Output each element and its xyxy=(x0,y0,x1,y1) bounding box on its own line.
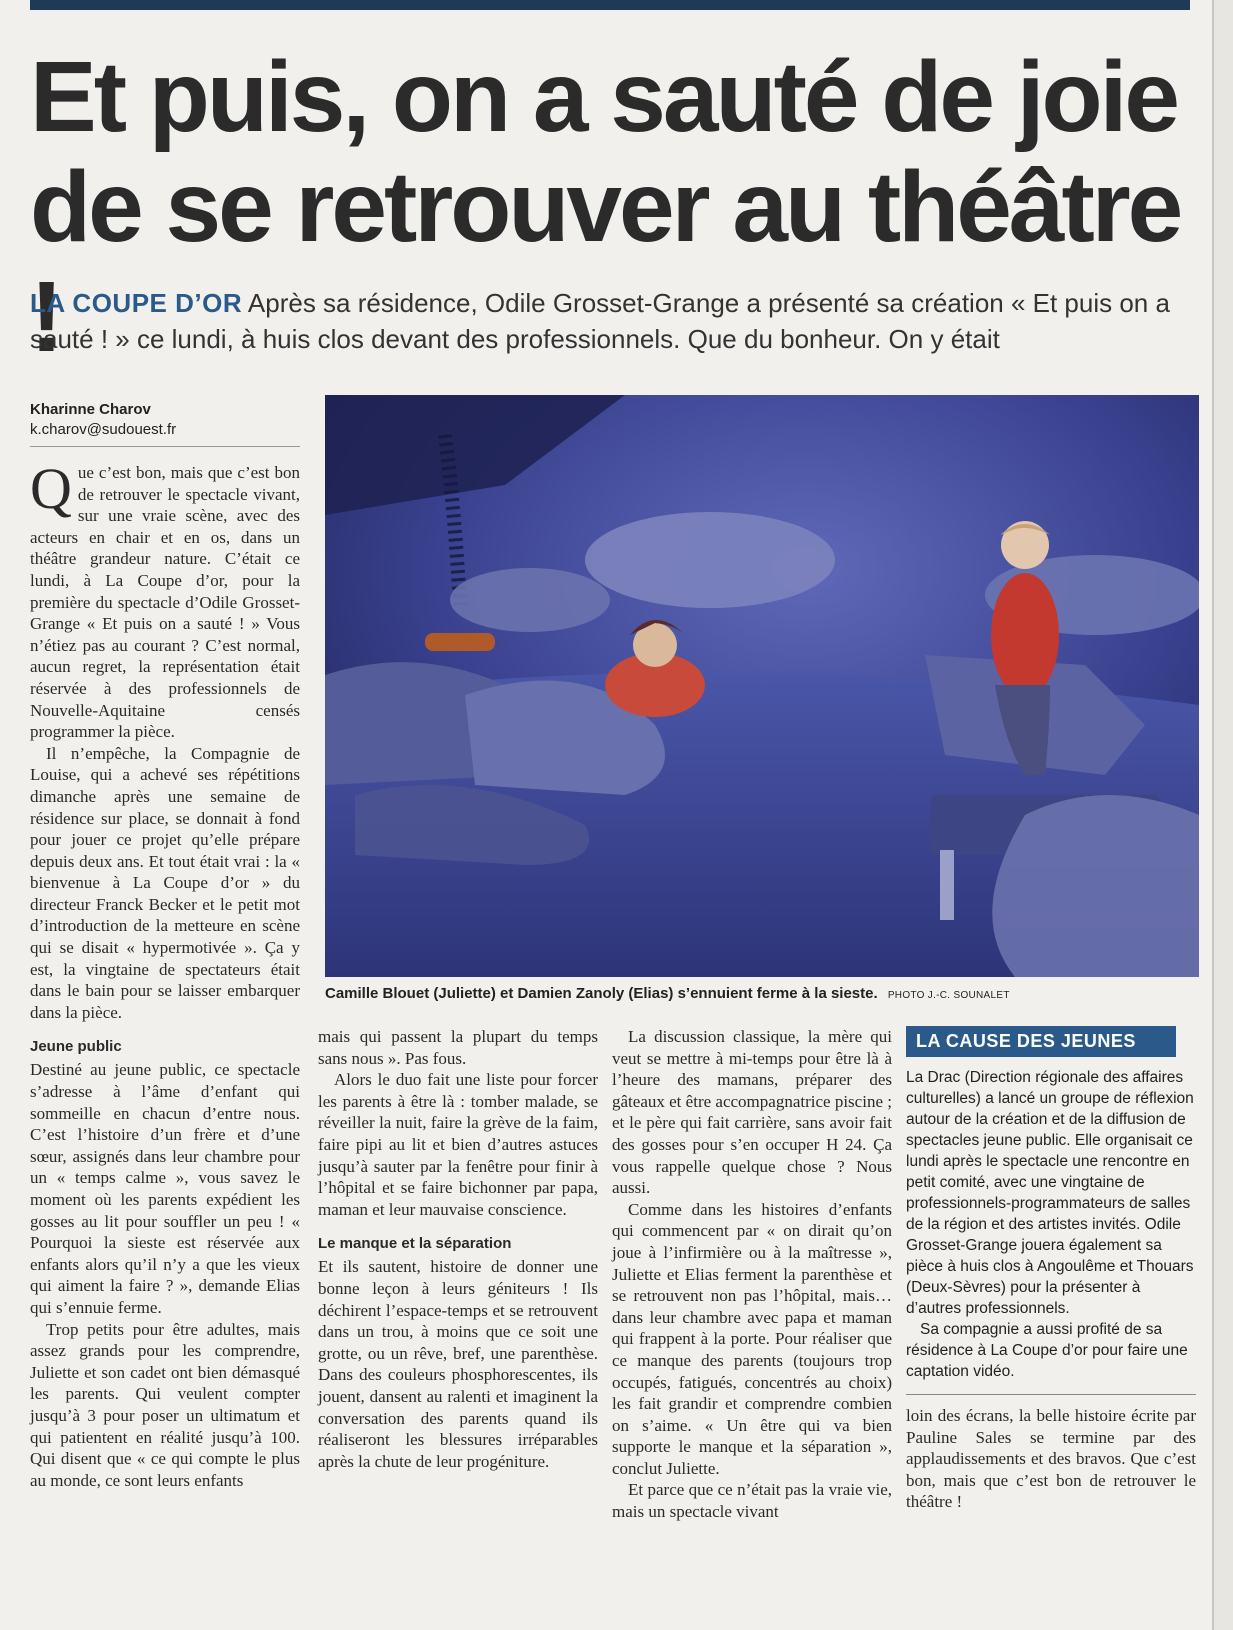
dropcap: Q xyxy=(30,456,72,521)
sidebar-body xyxy=(906,1067,1196,1382)
author-email: k.charov@sudouest.fr xyxy=(30,421,177,438)
masthead-bar xyxy=(30,0,1190,10)
article-column-2 xyxy=(318,1026,598,1472)
photo-caption xyxy=(325,985,1205,1002)
stage-photo xyxy=(325,395,1199,977)
sidebar-paragraph: La Drac (Direction régionale des affaires culturelles) a lancé un groupe de réflexion autour de la création et de la diffusion de spectacles jeune public. Elle organisait ce lundi après le spectacle une rencontre en petit comité, avec une vingtaine de professionnels-programmateurs de salles de la région et des artistes invités. Odile Grosset-Grange jouera également sa pièce à huis clos à Angoulême et Thouars (Deux-Sèvres) pour la présenter à d’autres professionnels. xyxy=(906,1069,1194,1317)
kicker-text: Après sa résidence, Odile Grosset-Grange a présenté sa création « Et puis on a sauté ! » ce lundi, à huis clos devant des professionnels. Que du bonheur. On y était xyxy=(30,288,1170,354)
adjacent-article-strip xyxy=(1212,0,1233,1630)
article-paragraph: Alors le duo fait une liste pour forcer les parents à être là : tomber malade, se réveiller la nuit, faire la grève de la faim, faire pipi au lit et bien d’autres astuces jusqu’à sauter par la fenêtre pour finir à l’hôpital et se faire bichonner par papa, maman et leur mauvaise conscience. xyxy=(318,1070,598,1219)
author-name: Kharinne Charov xyxy=(30,401,151,418)
photo-credit: PHOTO J.-C. SOUNALET xyxy=(887,990,1010,1001)
kicker-label: LA COUPE D’OR xyxy=(30,288,243,318)
article-column-1 xyxy=(30,456,300,1491)
article-paragraph: mais qui passent la plupart du temps sans nous ». Pas fous. xyxy=(318,1027,598,1068)
sidebar-box xyxy=(906,1026,1196,1513)
article-paragraph: Et ils sautent, histoire de donner une bonne leçon à leurs géniteurs ! Ils déchirent l’espace-temps et se retrouvent dans un trou, à moins que ce soit une grotte, ou un rêve, bref, une parenthèse. Dans des couleurs phosphorescentes, ils jouent, dansent au ralenti et imaginent la conversation des parents quand ils réaliseront les blessures irréparables après la chute de leur progéniture. xyxy=(318,1257,598,1471)
divider xyxy=(906,1394,1196,1395)
subheading-jeune-public: Jeune public xyxy=(30,1038,122,1056)
sidebar-title: LA CAUSE DES JEUNES xyxy=(906,1026,1176,1057)
subheading-manque-separation: Le manque et la séparation xyxy=(318,1235,512,1253)
stage-photo-illustration xyxy=(325,395,1199,977)
headline: Et puis, on a sauté de joie de se retrouver au théâtre ! xyxy=(30,41,1181,373)
article-paragraph xyxy=(30,456,300,743)
article-paragraph: Comme dans les histoires d’enfants qui commencent par « on dirait qu’on joue à l’infirmière ou à la maîtresse », Juliette et Elias ferment la parenthèse et se retrouvent non pas l’hôpital, mais… dans leur chambre avec papa et maman qui frappent à la porte. Pour réaliser que ce manque des parents (toujours trop occupés, fatigués, concentrés au choix) les fait grandir et comprendre combien on s’aime. « Un être qui va bien supporte le manque et la séparation », conclut Juliette. xyxy=(612,1199,892,1478)
article-paragraph: Trop petits pour être adultes, mais assez grands pour les comprendre, Juliette et son cadet ont bien démasqué les parents. Qui veulent compter jusqu’à 3 pour poser un ultimatum et qui patientent en réalité jusqu’à 100. Qui disent que « ce qui compte le plus au monde, ce sont leurs enfants xyxy=(30,1319,300,1490)
caption-text: Camille Blouet (Juliette) et Damien Zanoly (Elias) s’ennuient ferme à la sieste. xyxy=(325,985,878,1002)
article-paragraph: Destiné au jeune public, ce spectacle s’adresse à l’âme d’enfant qui sommeille en chacun d’entre nous. C’est l’histoire d’un frère et d’une sœur, assignés dans leur chambre pour un « temps calme », vous savez le moment où les parents expédient les gosses au lit pour souffler un peu ! « Pourquoi la sieste est réservée aux enfants alors qu’il n’y a que les vieux qui aiment la faire ? », demande Elias qui s’ennuie ferme. xyxy=(30,1060,300,1317)
article-column-3 xyxy=(612,1026,892,1523)
article-paragraph: Il n’empêche, la Compagnie de Louise, qui a achevé ses répétitions dimanche après une semaine de résidence sur place, se donnait à fond pour jouer ce projet qu’elle prépare depuis deux ans. Et tout était vrai : la « bienvenue à La Coupe d’or » du directeur Franck Becker et le petit mot d’introduction de la metteure en scène qui se disait « hypermotivée ». Ça y est, la vingtaine de spectateurs était dans le bain pour se laisser embarquer dans la pièce. xyxy=(30,743,300,1022)
article-ending: loin des écrans, la belle histoire écrite par Pauline Sales se termine par des applaudissements et des bravos. Que c’est bon, mais que c’est bon de retrouver le théâtre ! xyxy=(906,1406,1196,1512)
paragraph-text: ue c’est bon, mais que c’est bon de retrouver le spectacle vivant, sur une vraie scène, avec des acteurs en chair et en os, dans un théâtre grandeur nature. C’était ce lundi, à La Coupe d’or, pour la première du spectacle d’Odile Grosset-Grange « Et puis on a sauté ! » Vous n’étiez pas au courant ? C’est normal, aucun regret, la représentation était réservée à des professionnels de Nouvelle-Aquitaine censés programmer la pièce. xyxy=(30,463,300,742)
sidebar-paragraph: Sa compagnie a aussi profité de sa résidence à La Coupe d’or pour faire une captation vidéo. xyxy=(906,1321,1188,1380)
article-paragraph: La discussion classique, la mère qui veut se mettre à mi-temps pour être là à l’heure des mamans, préparer des gâteaux et être accompagnatrice piscine ; et le père qui fait carrière, sans avoir fait des gosses pour s’en occuper H 24. Ça vous rappelle quelque chose ? Nous aussi. xyxy=(612,1027,892,1198)
kicker xyxy=(30,285,1190,357)
byline xyxy=(30,400,300,447)
article-paragraph: Et parce que ce n’était pas la vraie vie, mais un spectacle vivant xyxy=(612,1480,892,1522)
